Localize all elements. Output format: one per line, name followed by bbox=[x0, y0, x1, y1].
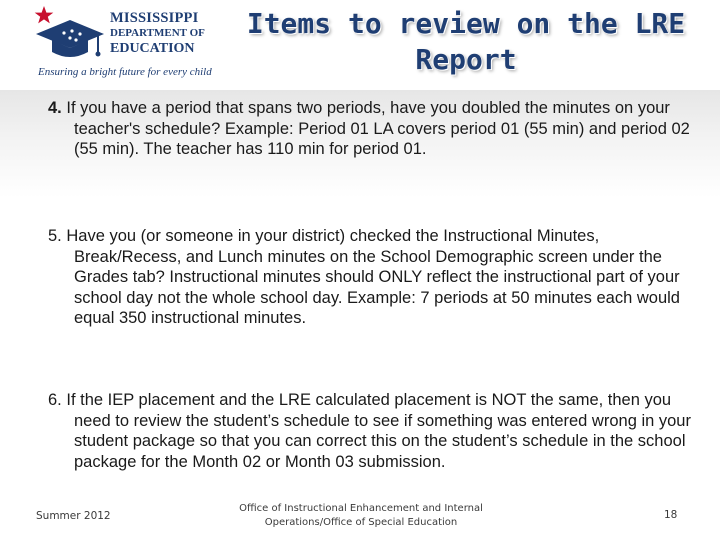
footer-office bbox=[232, 502, 490, 530]
item-text: Have you (or someone in your district) checked the Instructional Minutes, Break/Recess, and Lunch minutes on the School Demographic screen under the Grades tab? Instructional minutes should ONLY reflect the instructional part of your school day not the whole school day. Example: 7 periods at 50 minutes each would equal 350 instructional minutes. bbox=[66, 227, 680, 327]
item-number: 4. bbox=[48, 99, 62, 117]
list-item bbox=[48, 226, 710, 329]
item-number: 6. bbox=[48, 391, 62, 409]
item-text: If the IEP placement and the LRE calculated placement is NOT the same, then you need to review the student’s schedule to see if something was entered wrong in your student package so that you can correct this on the student’s schedule in the school package for the Month 02 or Month 03 submission. bbox=[66, 391, 691, 471]
logo-line-2: DEPARTMENT OF bbox=[110, 27, 205, 39]
slide-title-line-2: Report bbox=[415, 43, 517, 76]
footer-office-line-2: Operations/Office of Special Education bbox=[264, 517, 458, 528]
logo-tagline: Ensuring a bright future for every child bbox=[38, 66, 212, 78]
item-text: If you have a period that spans two periods, have you doubled the minutes on your teacher's schedule? Example: Period 01 LA covers period 01 (55 min) and period 02 (55 min). The teacher has 110 min for period 01. bbox=[66, 99, 690, 158]
footer-office-line-1: Office of Instructional Enhancement and Internal bbox=[239, 503, 483, 514]
list-item bbox=[48, 98, 710, 160]
slide-title-line-1: Items to review on the LRE bbox=[246, 7, 686, 40]
logo-line-1: MISSISSIPPI bbox=[110, 10, 199, 26]
footer-date: Summer 2012 bbox=[36, 510, 111, 522]
mortarboard-star-icon bbox=[30, 4, 108, 64]
slide-title bbox=[228, 6, 704, 78]
logo-line-3: EDUCATION bbox=[110, 41, 195, 56]
list-item bbox=[48, 390, 710, 472]
page-number: 18 bbox=[664, 509, 678, 521]
mde-logo bbox=[30, 4, 230, 86]
item-number: 5. bbox=[48, 227, 62, 245]
